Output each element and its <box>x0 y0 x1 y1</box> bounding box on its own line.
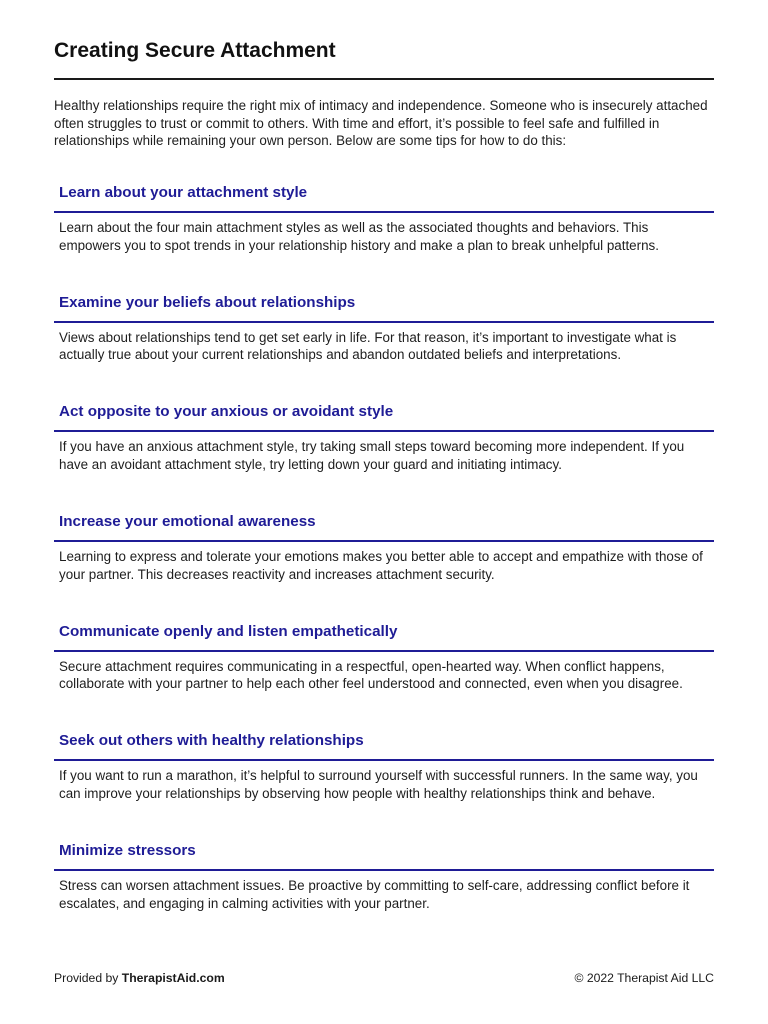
tip-body: Stress can worsen attachment issues. Be proactive by committing to self-care, addressing conflict before it escalates, and engaging in calming activities with your partner. <box>59 878 690 911</box>
tip-divider <box>54 430 714 432</box>
tip-section <box>54 730 714 840</box>
tip-body: Secure attachment requires communicating in a respectful, open-hearted way. When conflict happens, collaborate with your partner to help each other feel understood and connected, even when you disagree. <box>59 658 683 692</box>
brand-link[interactable]: TherapistAid.com <box>121 971 225 985</box>
tip-section <box>54 621 714 731</box>
tip-divider <box>54 869 714 871</box>
tip-section <box>54 292 714 402</box>
tip-heading: Seek out others with healthy relationships <box>59 732 364 750</box>
tip-heading: Minimize stressors <box>59 842 196 860</box>
tip-body: Learn about the four main attachment styles as well as the associated thoughts and behaviors. This empowers you to spot trends in your relationship history and make a plan to break unhelpful patterns. <box>59 220 659 253</box>
tip-section <box>54 182 714 292</box>
tip-divider <box>54 211 714 213</box>
footer-provided-by <box>54 970 225 986</box>
tip-heading: Act opposite to your anxious or avoidant style <box>59 403 394 421</box>
tip-divider <box>54 540 714 542</box>
tip-section <box>54 401 714 511</box>
footer-copyright: © 2022 Therapist Aid LLC <box>574 971 714 985</box>
tip-divider <box>54 650 714 652</box>
tip-body: Views about relationships tend to get set early in life. For that reason, it’s important to investigate what is actually true about your current relationships and abandon outdated beliefs and interpretations. <box>59 329 677 363</box>
tip-heading: Communicate openly and listen empathetically <box>59 622 398 640</box>
tip-heading: Increase your emotional awareness <box>59 513 316 531</box>
title-divider <box>54 78 714 80</box>
intro-paragraph: Healthy relationships require the right mix of intimacy and independence. Someone who is insecurely attached often struggles to trust or commit to others. With time and effort, it’s possible to feel safe and fulfilled in relationships while remaining your own person. Below are some tips for how to do this: <box>54 98 708 148</box>
tip-divider <box>54 759 714 761</box>
provided-by-label: Provided by <box>54 971 122 985</box>
tip-divider <box>54 321 714 323</box>
tip-body: Learning to express and tolerate your emotions makes you better able to accept and empathize with those of your partner. This decreases reactivity and increases attachment security. <box>59 549 703 582</box>
page-title: Creating Secure Attachment <box>54 39 336 62</box>
tip-section <box>54 511 714 621</box>
tip-heading: Examine your beliefs about relationships <box>59 293 356 311</box>
tip-body: If you want to run a marathon, it’s helpful to surround yourself with successful runners. In the same way, you can improve your relationships by observing how people with healthy relationships think and behave. <box>59 768 698 801</box>
tip-body: If you have an anxious attachment style, try taking small steps toward becoming more independent. If you have an avoidant attachment style, try letting down your guard and initiating intimacy. <box>59 439 685 472</box>
tips-list <box>54 182 714 950</box>
tip-section <box>54 840 714 950</box>
tip-heading: Learn about your attachment style <box>59 184 308 201</box>
